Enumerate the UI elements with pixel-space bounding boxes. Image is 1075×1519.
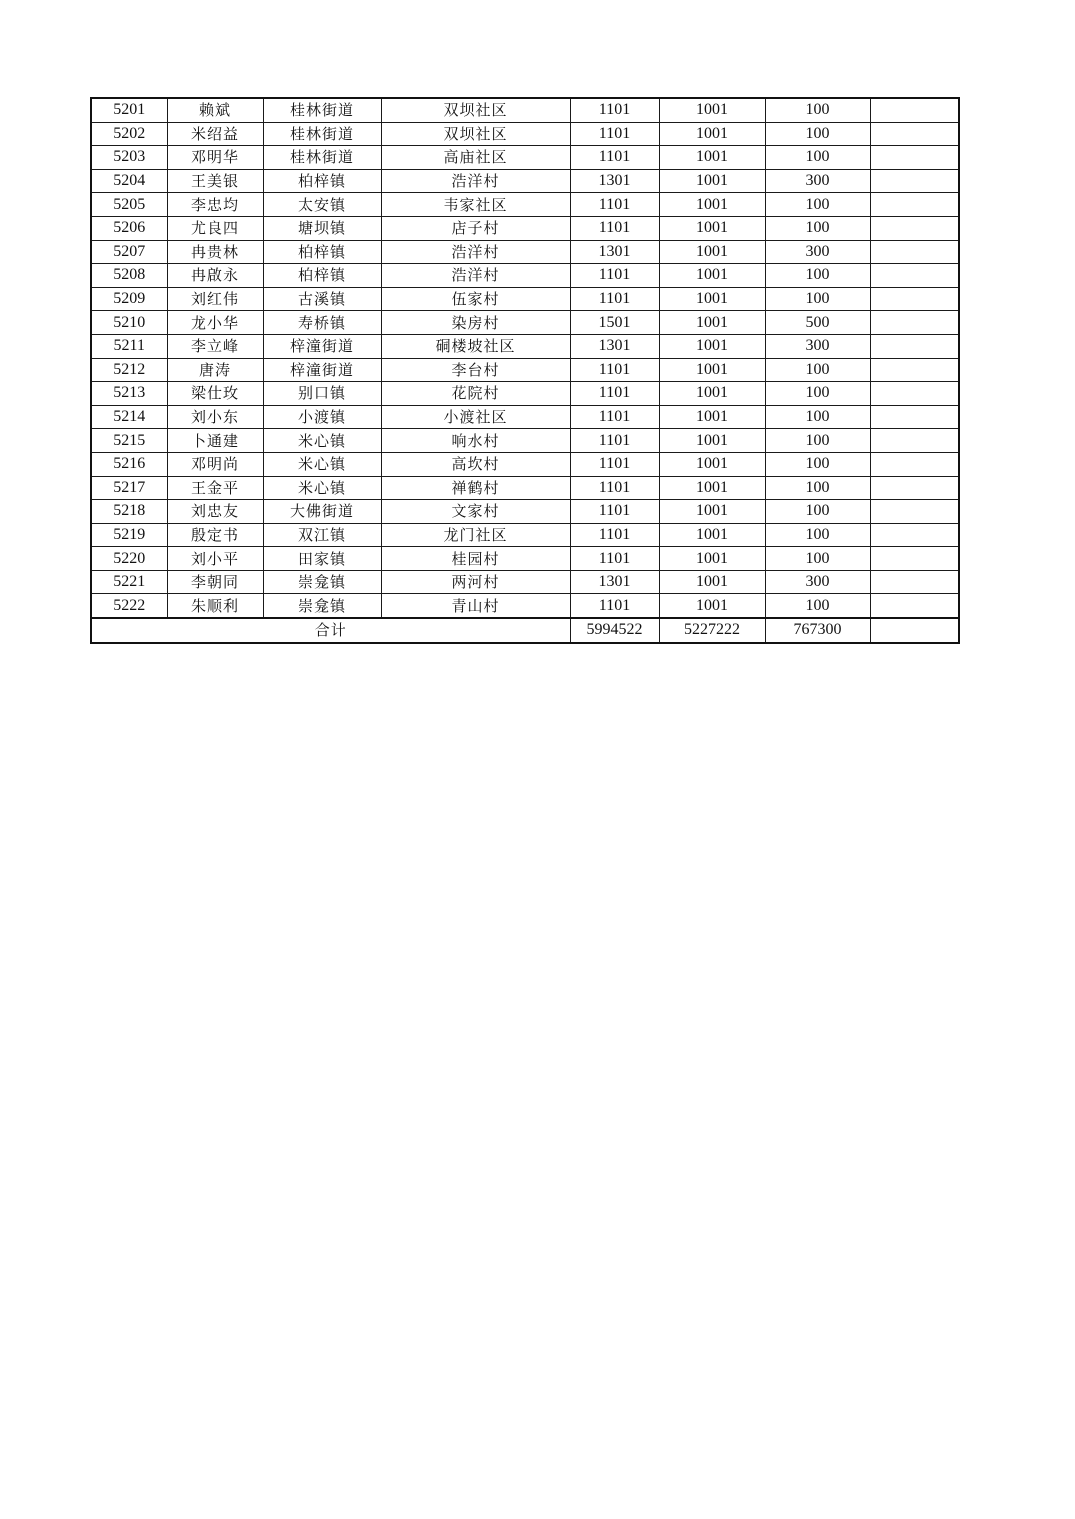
cell-town: 崇龛镇 xyxy=(263,594,381,618)
cell-value-a: 1101 xyxy=(570,476,659,500)
cell-town: 米心镇 xyxy=(263,476,381,500)
cell-note xyxy=(870,452,959,476)
cell-town: 桂林街道 xyxy=(263,122,381,146)
cell-number: 5208 xyxy=(91,264,167,288)
cell-number: 5218 xyxy=(91,500,167,524)
cell-town: 桂林街道 xyxy=(263,98,381,122)
cell-value-c: 300 xyxy=(765,570,870,594)
cell-village: 浩洋村 xyxy=(381,169,570,193)
cell-value-b: 1001 xyxy=(659,500,765,524)
cell-value-c: 100 xyxy=(765,476,870,500)
cell-value-a: 1301 xyxy=(570,570,659,594)
cell-town: 柏梓镇 xyxy=(263,240,381,264)
table-row xyxy=(91,216,959,240)
cell-value-a: 1101 xyxy=(570,264,659,288)
cell-value-b: 1001 xyxy=(659,405,765,429)
cell-value-b: 1001 xyxy=(659,287,765,311)
cell-note xyxy=(870,547,959,571)
total-b: 5227222 xyxy=(659,618,765,643)
cell-note xyxy=(870,476,959,500)
cell-village: 两河村 xyxy=(381,570,570,594)
cell-value-c: 100 xyxy=(765,547,870,571)
cell-name: 赖斌 xyxy=(167,98,263,122)
cell-value-b: 1001 xyxy=(659,523,765,547)
cell-name: 朱顺利 xyxy=(167,594,263,618)
cell-value-b: 1001 xyxy=(659,169,765,193)
table-row xyxy=(91,264,959,288)
cell-village: 龙门社区 xyxy=(381,523,570,547)
cell-value-a: 1101 xyxy=(570,193,659,217)
cell-value-c: 100 xyxy=(765,500,870,524)
cell-value-a: 1101 xyxy=(570,146,659,170)
cell-number: 5203 xyxy=(91,146,167,170)
cell-town: 田家镇 xyxy=(263,547,381,571)
cell-number: 5202 xyxy=(91,122,167,146)
cell-value-b: 1001 xyxy=(659,429,765,453)
cell-value-a: 1301 xyxy=(570,169,659,193)
cell-value-a: 1101 xyxy=(570,452,659,476)
cell-number: 5220 xyxy=(91,547,167,571)
cell-name: 卜通建 xyxy=(167,429,263,453)
cell-value-b: 1001 xyxy=(659,216,765,240)
cell-value-b: 1001 xyxy=(659,382,765,406)
cell-number: 5212 xyxy=(91,358,167,382)
cell-town: 桂林街道 xyxy=(263,146,381,170)
table-row xyxy=(91,570,959,594)
table-body xyxy=(91,98,959,618)
cell-note xyxy=(870,240,959,264)
table-row xyxy=(91,146,959,170)
cell-village: 染房村 xyxy=(381,311,570,335)
cell-note xyxy=(870,594,959,618)
cell-number: 5207 xyxy=(91,240,167,264)
cell-name: 冉啟永 xyxy=(167,264,263,288)
table-row xyxy=(91,500,959,524)
cell-value-b: 1001 xyxy=(659,264,765,288)
table-row xyxy=(91,240,959,264)
cell-value-c: 100 xyxy=(765,287,870,311)
table-row xyxy=(91,429,959,453)
cell-name: 龙小华 xyxy=(167,311,263,335)
cell-name: 唐涛 xyxy=(167,358,263,382)
cell-note xyxy=(870,169,959,193)
cell-value-c: 300 xyxy=(765,240,870,264)
cell-name: 王美银 xyxy=(167,169,263,193)
table-row xyxy=(91,358,959,382)
cell-name: 刘红伟 xyxy=(167,287,263,311)
cell-value-b: 1001 xyxy=(659,193,765,217)
cell-number: 5216 xyxy=(91,452,167,476)
cell-value-c: 500 xyxy=(765,311,870,335)
cell-note xyxy=(870,98,959,122)
cell-value-b: 1001 xyxy=(659,358,765,382)
cell-name: 李忠均 xyxy=(167,193,263,217)
cell-name: 梁仕玫 xyxy=(167,382,263,406)
cell-number: 5210 xyxy=(91,311,167,335)
cell-value-c: 100 xyxy=(765,429,870,453)
data-table xyxy=(90,97,960,644)
cell-number: 5222 xyxy=(91,594,167,618)
cell-note xyxy=(870,193,959,217)
table-row xyxy=(91,452,959,476)
cell-town: 米心镇 xyxy=(263,429,381,453)
total-c: 767300 xyxy=(765,618,870,643)
cell-note xyxy=(870,264,959,288)
total-a: 5994522 xyxy=(570,618,659,643)
total-row xyxy=(91,618,959,643)
cell-value-b: 1001 xyxy=(659,594,765,618)
cell-town: 柏梓镇 xyxy=(263,169,381,193)
cell-name: 刘小东 xyxy=(167,405,263,429)
cell-number: 5201 xyxy=(91,98,167,122)
table-row xyxy=(91,98,959,122)
cell-value-c: 100 xyxy=(765,216,870,240)
cell-value-b: 1001 xyxy=(659,240,765,264)
cell-village: 硐楼坡社区 xyxy=(381,334,570,358)
cell-name: 邓明华 xyxy=(167,146,263,170)
cell-number: 5213 xyxy=(91,382,167,406)
cell-town: 大佛街道 xyxy=(263,500,381,524)
cell-note xyxy=(870,570,959,594)
cell-name: 李立峰 xyxy=(167,334,263,358)
cell-number: 5221 xyxy=(91,570,167,594)
cell-name: 冉贵林 xyxy=(167,240,263,264)
cell-village: 双坝社区 xyxy=(381,122,570,146)
table-row xyxy=(91,169,959,193)
cell-value-c: 100 xyxy=(765,146,870,170)
table-row xyxy=(91,334,959,358)
cell-value-b: 1001 xyxy=(659,452,765,476)
cell-value-c: 100 xyxy=(765,98,870,122)
cell-value-b: 1001 xyxy=(659,476,765,500)
cell-value-c: 100 xyxy=(765,193,870,217)
cell-town: 米心镇 xyxy=(263,452,381,476)
cell-value-c: 100 xyxy=(765,405,870,429)
cell-value-a: 1101 xyxy=(570,429,659,453)
cell-value-a: 1101 xyxy=(570,216,659,240)
cell-village: 浩洋村 xyxy=(381,264,570,288)
cell-number: 5205 xyxy=(91,193,167,217)
cell-village: 店子村 xyxy=(381,216,570,240)
total-note xyxy=(870,618,959,643)
cell-note xyxy=(870,122,959,146)
cell-value-a: 1101 xyxy=(570,405,659,429)
cell-note xyxy=(870,523,959,547)
cell-village: 禅鹤村 xyxy=(381,476,570,500)
table-row xyxy=(91,547,959,571)
table-row xyxy=(91,382,959,406)
cell-town: 别口镇 xyxy=(263,382,381,406)
cell-number: 5206 xyxy=(91,216,167,240)
cell-note xyxy=(870,500,959,524)
cell-village: 桂园村 xyxy=(381,547,570,571)
table-row xyxy=(91,311,959,335)
cell-value-a: 1101 xyxy=(570,358,659,382)
cell-town: 梓潼街道 xyxy=(263,358,381,382)
cell-value-a: 1101 xyxy=(570,287,659,311)
cell-note xyxy=(870,311,959,335)
cell-value-a: 1101 xyxy=(570,382,659,406)
cell-town: 太安镇 xyxy=(263,193,381,217)
cell-village: 高庙社区 xyxy=(381,146,570,170)
cell-value-b: 1001 xyxy=(659,547,765,571)
cell-value-a: 1101 xyxy=(570,122,659,146)
table-row xyxy=(91,405,959,429)
cell-value-c: 300 xyxy=(765,169,870,193)
cell-value-c: 300 xyxy=(765,334,870,358)
cell-village: 双坝社区 xyxy=(381,98,570,122)
cell-name: 李朝同 xyxy=(167,570,263,594)
cell-value-b: 1001 xyxy=(659,311,765,335)
cell-name: 王金平 xyxy=(167,476,263,500)
cell-village: 响水村 xyxy=(381,429,570,453)
cell-value-b: 1001 xyxy=(659,570,765,594)
cell-name: 尤良四 xyxy=(167,216,263,240)
cell-town: 梓潼街道 xyxy=(263,334,381,358)
cell-value-a: 1301 xyxy=(570,334,659,358)
table-row xyxy=(91,594,959,618)
cell-value-c: 100 xyxy=(765,523,870,547)
cell-town: 双江镇 xyxy=(263,523,381,547)
cell-number: 5214 xyxy=(91,405,167,429)
cell-value-c: 100 xyxy=(765,122,870,146)
cell-village: 小渡社区 xyxy=(381,405,570,429)
cell-number: 5217 xyxy=(91,476,167,500)
cell-value-a: 1101 xyxy=(570,500,659,524)
table-row xyxy=(91,122,959,146)
cell-value-a: 1501 xyxy=(570,311,659,335)
cell-value-c: 100 xyxy=(765,358,870,382)
cell-number: 5209 xyxy=(91,287,167,311)
cell-value-a: 1101 xyxy=(570,594,659,618)
cell-value-a: 1101 xyxy=(570,523,659,547)
cell-note xyxy=(870,216,959,240)
cell-village: 韦家社区 xyxy=(381,193,570,217)
cell-number: 5219 xyxy=(91,523,167,547)
cell-town: 塘坝镇 xyxy=(263,216,381,240)
cell-town: 崇龛镇 xyxy=(263,570,381,594)
cell-note xyxy=(870,146,959,170)
cell-value-a: 1101 xyxy=(570,98,659,122)
cell-note xyxy=(870,429,959,453)
cell-value-c: 100 xyxy=(765,452,870,476)
table-row xyxy=(91,287,959,311)
data-sheet xyxy=(90,97,958,644)
cell-village: 文家村 xyxy=(381,500,570,524)
cell-value-b: 1001 xyxy=(659,146,765,170)
cell-value-b: 1001 xyxy=(659,334,765,358)
cell-note xyxy=(870,334,959,358)
cell-value-c: 100 xyxy=(765,264,870,288)
cell-value-a: 1301 xyxy=(570,240,659,264)
cell-note xyxy=(870,358,959,382)
cell-number: 5215 xyxy=(91,429,167,453)
cell-note xyxy=(870,405,959,429)
cell-value-a: 1101 xyxy=(570,547,659,571)
cell-name: 米绍益 xyxy=(167,122,263,146)
cell-town: 古溪镇 xyxy=(263,287,381,311)
cell-village: 李台村 xyxy=(381,358,570,382)
cell-village: 伍家村 xyxy=(381,287,570,311)
cell-value-b: 1001 xyxy=(659,98,765,122)
cell-town: 小渡镇 xyxy=(263,405,381,429)
cell-number: 5211 xyxy=(91,334,167,358)
cell-note xyxy=(870,287,959,311)
total-label: 合计 xyxy=(91,618,570,643)
cell-value-b: 1001 xyxy=(659,122,765,146)
cell-value-c: 100 xyxy=(765,594,870,618)
cell-name: 刘小平 xyxy=(167,547,263,571)
cell-village: 青山村 xyxy=(381,594,570,618)
cell-village: 花院村 xyxy=(381,382,570,406)
table-row xyxy=(91,193,959,217)
cell-name: 刘忠友 xyxy=(167,500,263,524)
cell-value-c: 100 xyxy=(765,382,870,406)
cell-village: 浩洋村 xyxy=(381,240,570,264)
cell-town: 寿桥镇 xyxy=(263,311,381,335)
table-row xyxy=(91,523,959,547)
cell-town: 柏梓镇 xyxy=(263,264,381,288)
cell-name: 殷定书 xyxy=(167,523,263,547)
cell-name: 邓明尚 xyxy=(167,452,263,476)
cell-village: 高坎村 xyxy=(381,452,570,476)
table-row xyxy=(91,476,959,500)
cell-note xyxy=(870,382,959,406)
cell-number: 5204 xyxy=(91,169,167,193)
